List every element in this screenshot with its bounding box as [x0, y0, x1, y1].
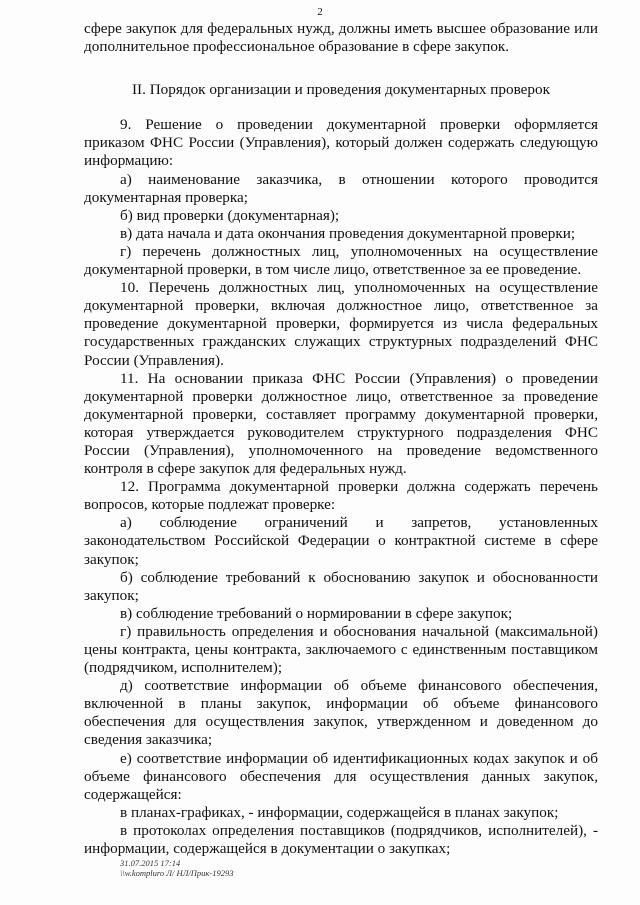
- page-number: 2: [317, 6, 323, 18]
- document-footer-stamp: [120, 858, 233, 878]
- list-item-9d: г) перечень должностных лиц, уполномоченных на осуществление документарной проверки, в том числе лицо, ответственное за ее проведение.: [84, 242, 598, 279]
- footer-file-path: \\w.kompluro Л/ НЛ/Прик-19293: [120, 868, 234, 878]
- paragraph-continuation: сфере закупок для федеральных нужд, должны иметь высшее образование или дополнительное профессиональное образование в сфере закупок.: [84, 20, 598, 56]
- list-item-12a: а) соблюдение ограничений и запретов, установленных законодательством Российской Федерации о контрактной системе в сфере закупок;: [84, 514, 598, 568]
- document-body: [84, 20, 598, 858]
- list-item-9c: в) дата начала и дата окончания проведения документарной проверки;: [120, 224, 576, 242]
- list-item-12b: б) соблюдение требований к обоснованию закупок и обоснованности закупок;: [84, 568, 598, 604]
- footer-timestamp: 31.07.2015 17:14: [120, 858, 181, 868]
- list-item-12f: е) соответствие информации об идентификационных кодах закупок и об объеме финансового обеспечения для осуществления данных закупок, содержащейся:: [84, 749, 598, 803]
- list-item-12c: в) соблюдение требований о нормировании в сфере закупок;: [120, 604, 513, 622]
- paragraph-11: 11. На основании приказа ФНС России (Управления) о проведении документарной проверки должностное лицо, ответственное за проведение документарной проверки, составляет программу документарной проверки, которая утверждается руководителем структурного подразделения ФНС России (Управления), уполномоченного на проведение ведомственного контроля в сфере закупок для федеральных нужд.: [84, 369, 598, 478]
- paragraph-10: 10. Перечень должностных лиц, уполномоченных на осуществление документарной проверки, включая должностное лицо, ответственное за проведение документарной проверки, формируется из числа федеральных государственных гражданских служащих структурных подразделений ФНС России (Управления).: [84, 279, 598, 369]
- list-item-12d: г) правильность определения и обоснования начальной (максимальной) цены контракта, цены контракта, заключаемого с единственным поставщиком (подрядчиком, исполнителем);: [84, 622, 598, 677]
- sub-item-plans: в планах-графиках, - информации, содержащейся в планах закупок;: [120, 803, 559, 821]
- list-item-9a: а) наименование заказчика, в отношении которого проводится документарная проверка;: [84, 170, 598, 206]
- list-item-12e: д) соответствие информации об объеме финансового обеспечения, включенной в планы закупок, информации об объеме финансового обеспечения для осуществления закупок, утвержденном и доведенном до сведения заказчика;: [84, 677, 598, 749]
- section-heading: II. Порядок организации и проведения документарных проверок: [132, 81, 550, 99]
- paragraph-12: 12. Программа документарной проверки должна содержать перечень вопросов, которые подлежат проверке:: [84, 478, 598, 514]
- list-item-9b: б) вид проверки (документарная);: [120, 206, 340, 224]
- sub-item-protocols: в протоколах определения поставщиков (подрядчиков, исполнителей), - информации, содержащейся в документации о закупках;: [84, 821, 598, 858]
- paragraph-9: 9. Решение о проведении документарной проверки оформляется приказом ФНС России (Управления), который должен содержать следующую информацию:: [84, 116, 598, 170]
